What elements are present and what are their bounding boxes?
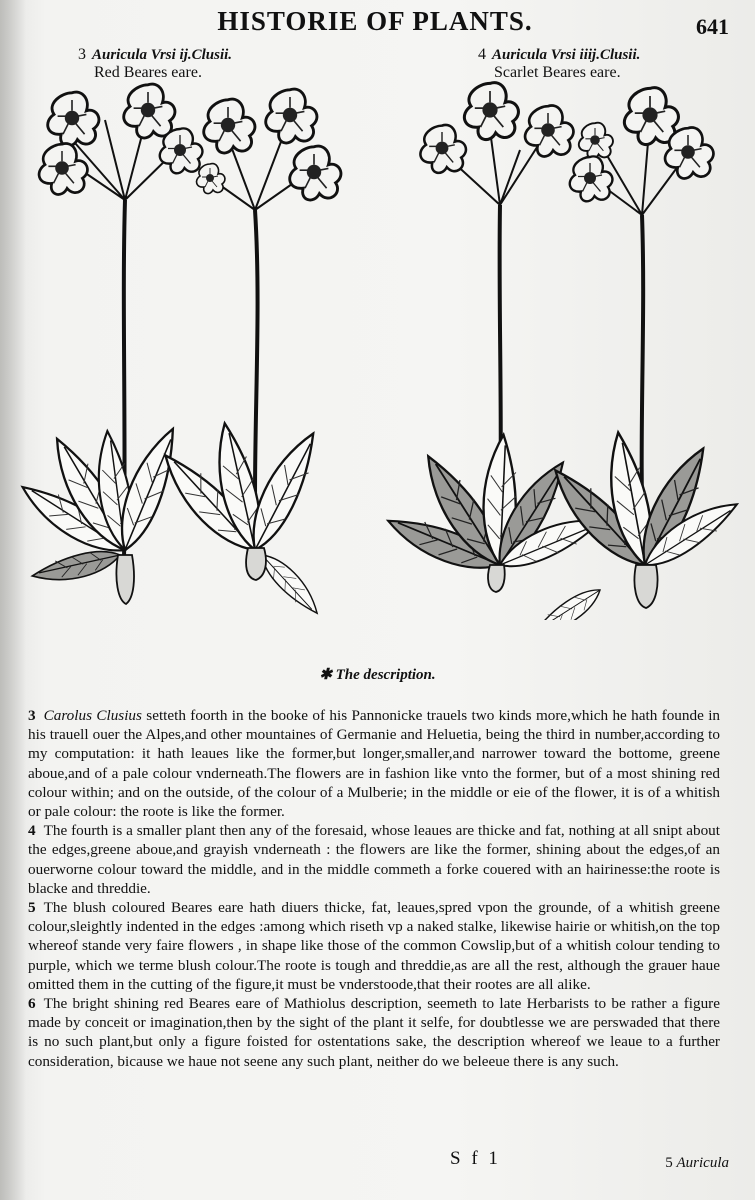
plate-latin-name: Auricula Vrsi iiij.Clusii.	[492, 47, 641, 63]
description-heading: ✱ The description.	[319, 667, 436, 683]
paragraph-text: setteth foorth in the booke of his Pannonicke trauels two kinds more,which he hath founde in his trauell ouer the Alpes,and other mountaines of Germanie and Heluetia, being the third in number,according to my computation: it hath leaues like the former,but longer,smaller,and narrower toward the bottome, greene aboue,and of a pale colour vnderneath.The flowers are in fashion like vnto the former, but of a most shining red colour within; and on the outside, of the colour of a Mulberie; in the middle or eie of the flower, it is of a whitish or pale colour: the roote is like the former.	[28, 707, 721, 821]
paragraph-number: 3	[28, 707, 36, 724]
running-header: HISTORIE OF PLANTS.	[217, 6, 533, 36]
plant-illustration-scarlet-beares-eare	[383, 83, 745, 620]
paragraph-text: The fourth is a smaller plant then any of the foresaid, whose leaues are thicke and fat, nothing at all snipt about the edges,greene aboue,and grayish vnderneath : the flowers are like the former, shining about the edges,of an ouerworne colour toward the middle, and in the middle commeth a forke couered with an hairinesse:the roote is blacke and threddie.	[28, 822, 720, 897]
plate-english-name: Scarlet Beares eare.	[494, 64, 621, 81]
plant-illustration-red-beares-eare	[15, 84, 341, 620]
page-number: 641	[696, 14, 729, 39]
plate-latin-name: Auricula Vrsi ij.Clusii.	[92, 47, 233, 63]
plate-number: 4	[478, 46, 486, 63]
paragraph-number: 6	[28, 995, 36, 1013]
paragraph-number: 4	[28, 822, 36, 840]
plate-caption-4	[478, 46, 640, 81]
plate-caption-3	[78, 46, 232, 81]
paragraph-number: 5	[28, 899, 36, 917]
signature-mark: S f 1	[450, 1148, 501, 1169]
catchword-word: Auricula	[676, 1155, 729, 1171]
woodcut-illustrations	[0, 80, 755, 620]
paragraph-4	[28, 821, 720, 898]
paragraph-6	[28, 994, 720, 1071]
paragraph-text: The bright shining red Beares eare of Mathiolus description, seemeth to late Herbarists to be rather a figure made by conceit or imagination,then by the sight of the plant it selfe, for doubtlesse we are perswaded that there is no such plant,but only a figure foisted for ostentations sake, the description whereof we leaue to a further consideration, bicause we haue not seene any such plant, neither do we beleeue there is any such.	[28, 995, 720, 1070]
paragraph-5	[28, 898, 720, 994]
plate-english-name: Red Beares eare.	[94, 64, 202, 81]
catchword	[665, 1155, 729, 1172]
paragraph-3	[28, 706, 720, 821]
plate-number: 3	[78, 46, 86, 63]
body-text	[28, 706, 720, 1071]
author-name: Carolus Clusius	[43, 707, 142, 724]
paragraph-text: The blush coloured Beares eare hath diuers thicke, fat, leaues,spred vpon the grounde, of a whitish greene colour,sleightly indented in the edges :among which riseth vp a naked stalke, likewise hairie or whitish,on the top whereof stande very faire flowers , in shape like those of the common Cowslip,but of a whitish colour tending to purple, which we terme blush colour.The roote is tough and threddie,as are all the rest, although the grauer haue omitted them in the cutting of the figure,it must be vnderstoode,that their rootes are all alike.	[28, 899, 720, 993]
catchword-number: 5	[665, 1155, 673, 1171]
